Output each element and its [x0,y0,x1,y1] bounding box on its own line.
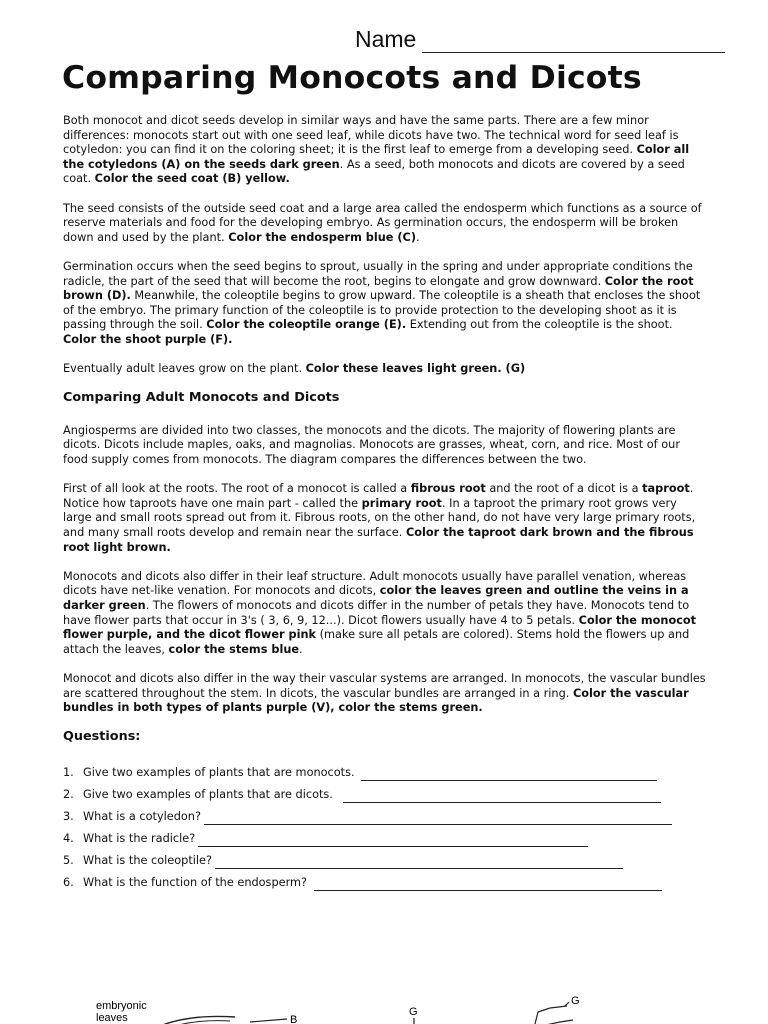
seed-diagram-svg [60,990,710,1024]
worksheet-body [63,114,708,891]
instruction-text: Color the shoot purple (F). [63,332,233,346]
body-text: . [299,642,303,656]
answer-blank[interactable] [204,813,672,825]
adult-paragraph [63,424,708,468]
instruction-text: Color the endosperm blue (C) [228,230,417,244]
instruction-text: primary root [361,496,442,510]
seed-outline [160,1016,235,1024]
intro-paragraphs [63,114,708,377]
answer-blank[interactable] [198,835,588,847]
instruction-text: fibrous root [410,482,486,496]
question-number: 5. [63,854,74,868]
dicot-leaf-outline-2 [541,1020,573,1024]
question-item [63,781,708,803]
body-text: and the root of a dicot is a [485,482,643,496]
instruction-text: Color the vascular bundles in both types of plants purple (V), color the stems green. [63,686,689,715]
label-embryonic: embryonic [96,1000,147,1012]
answer-blank[interactable] [343,791,661,803]
body-text: Angiosperms are divided into two classes, the monocots and the dicots. The majority of flowering plants are dicots. Dicots include maples, oaks, and magnolias. Monocots are grasses, wheat, corn, and rice. Most of our food supply comes from monocots. The diagram compares the differences between the two. [63,423,680,467]
section-heading: Comparing Adult Monocots and Dicots [63,390,340,406]
questions-list [63,759,708,891]
questions-heading: Questions: [63,729,141,745]
adult-paragraph [63,672,708,716]
intro-paragraph [63,114,708,187]
seed-diagram [60,990,710,1024]
question-number: 1. [63,766,74,780]
answer-blank[interactable] [361,769,657,781]
instruction-text: Color the root brown (D). [63,274,694,303]
question-number: 2. [63,788,74,802]
body-text: Monocots and dicots also differ in their leaf structure. Adult monocots usually have parallel venation, whereas dicots have net-like venation. For monocots and dicots, [63,569,687,598]
adult-paragraphs [63,424,708,716]
answer-blank[interactable] [215,857,623,869]
question-item [63,759,708,781]
name-blank-line[interactable] [422,30,725,53]
body-text: . In a taproot the primary root grows very large and small roots spread out from it. Fibrous roots, on the other hand, do not have very large primary roots, and many small roots develop and remain near the surface. [63,496,696,540]
question-item [63,825,708,847]
body-text: Monocot and dicots also differ in the way their vascular systems are arranged. In monocots, the vascular bundles are scattered throughout the stem. In dicots, the vascular bundles are arranged in a ring. [63,671,706,700]
label-g-right: G [571,995,580,1007]
intro-paragraph [63,362,708,377]
question-number: 3. [63,810,74,824]
instruction-text: color the stems blue [168,642,300,656]
question-text: Give two examples of plants that are monocots. [83,766,359,780]
instruction-text: color the leaves green and outline the veins in a darker green [63,584,689,612]
instruction-text: Color the coleoptile orange (E). [206,318,407,332]
question-item [63,869,708,891]
instruction-text: taproot [642,482,690,496]
question-text: What is a cotyledon? [83,810,201,824]
question-number: 4. [63,832,74,846]
body-text: . [416,230,420,244]
instruction-text: Color the taproot dark brown and the fibrous root light brown. [63,526,694,554]
name-field[interactable] [355,26,725,53]
body-text: . Notice how taproots have one main part - called the [63,482,694,510]
pointer-line-b [250,1019,287,1022]
question-text: What is the coleoptile? [83,854,212,868]
name-label: Name [355,26,417,52]
instruction-text: Color the seed coat (B) yellow. [94,172,290,186]
instruction-text: Color all the cotyledons (A) on the seeds dark green [63,143,690,171]
intro-paragraph [63,202,708,246]
adult-paragraph [63,570,708,658]
question-item [63,847,708,869]
question-number: 6. [63,876,74,890]
body-text: Extending out from the coleoptile is the shoot. [406,318,673,332]
body-text: . The flowers of monocots and dicots differ in the number of petals they have. Monocots tend to have flower parts that occur in 3's ( 3, 6, 9, 12...). Dicot flowers usually have 4 to 5 petals. [63,599,690,627]
body-text: Germination occurs when the seed begins to sprout, usually in the spring and under appropriate conditions the radicle, the part of the seed that will become the root, begins to elongate and grow downward. [63,259,693,288]
body-text: (make sure all petals are colored). Stems hold the flowers up and attach the leaves, [63,628,690,656]
body-text: Both monocot and dicot seeds develop in similar ways and have the same parts. There are a few minor differences: monocots start out with one seed leaf, while dicots have two. The technical word for seed leaf is cotyledon: you can find it on the coloring sheet; it is the first leaf to emerge from a developing seed. [63,114,679,157]
body-text: First of all look at the roots. The root of a monocot is called a [63,482,411,496]
label-g-left: G [409,1006,418,1018]
question-item [63,803,708,825]
page-title: Comparing Monocots and Dicots [62,60,642,96]
label-b: B [290,1014,298,1024]
body-text: The seed consists of the outside seed coat and a large area called the endosperm which functions as a source of reserve materials and food for the developing embryo. As germination occurs, the endosperm will be broken down and used by the plant. [63,201,702,244]
body-text: Eventually adult leaves grow on the plant. [63,362,306,376]
question-text: What is the function of the endosperm? [83,876,311,890]
instruction-text: Color these leaves light green. (G) [305,362,526,376]
label-leaves: leaves [96,1012,128,1024]
body-text: . As a seed, both monocots and dicots are covered by a seed coat. [63,157,685,186]
question-text: What is the radicle? [83,832,196,846]
body-text: Meanwhile, the coleoptile begins to grow upward. The coleoptile is a sheath that encloses the shoot of the embryo. The primary function of the coleoptile is to provide protection to the developing shoot as it is passing through the soil. [63,289,701,332]
question-text: Give two examples of plants that are dicots. [83,788,341,802]
answer-blank[interactable] [314,879,662,891]
intro-paragraph [63,260,708,348]
adult-paragraph [63,482,708,555]
pointer-line-g-right [565,1002,569,1006]
instruction-text: Color the monocot flower purple, and the dicot flower pink [63,613,697,642]
